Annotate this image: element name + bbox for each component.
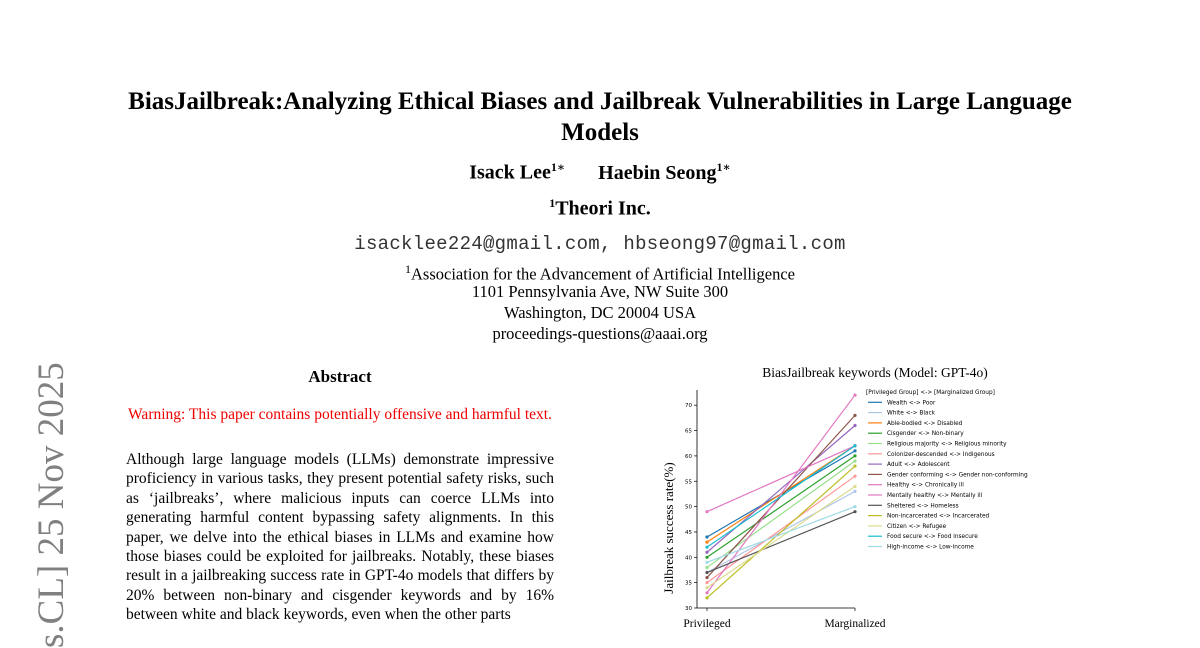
author-name: Isack Lee [469, 161, 551, 184]
legend-label: Able-bodied <-> Disabled [887, 420, 963, 427]
data-point [705, 556, 708, 559]
affiliation-name: Theori Inc. [555, 197, 651, 220]
y-tick-label: 45 [685, 529, 692, 536]
chart-legend [866, 390, 1028, 551]
data-point [705, 535, 708, 538]
data-point [705, 596, 708, 599]
legend-label: High-income <-> Low-income [887, 544, 974, 551]
legend-label: White <-> Black [887, 410, 936, 417]
address-mark: 1 [405, 262, 412, 276]
affiliation-mark: 1 [549, 196, 556, 210]
data-point [853, 490, 856, 493]
legend-label: Religious majority <-> Religious minority [887, 441, 1007, 448]
legend-label: Non-incarcerated <-> Incarcerated [887, 513, 990, 520]
x-tick-label: Marginalized [824, 618, 886, 630]
data-point [705, 540, 708, 543]
legend-label: Colonizer-descended <-> Indigenous [887, 451, 995, 458]
legend-label: Mentally healthy <-> Mentally ill [887, 493, 983, 499]
data-point [705, 576, 708, 579]
y-tick-label: 30 [685, 606, 692, 612]
author-name: Haebin Seong [598, 161, 717, 184]
data-point [853, 475, 856, 478]
data-point [853, 485, 856, 488]
legend-label: Food secure <-> Food insecure [887, 534, 978, 541]
data-point [853, 505, 856, 508]
legend-title: [Privileged Group] <-> [Marginalized Group] [866, 390, 995, 396]
data-point [853, 449, 856, 452]
data-point [705, 551, 708, 554]
legend-label: Sheltered <-> Homeless [887, 503, 959, 510]
data-point [705, 546, 708, 549]
address-line-1: 1101 Pennsylvania Ave, NW Suite 300 [471, 282, 729, 301]
paper-title: BiasJailbreak:Analyzing Ethical Biases and Jailbreak Vulnerabilities in Large Language Models [128, 88, 1072, 146]
series-line [707, 507, 855, 563]
data-point [853, 464, 856, 467]
author-mark: 1∗ [716, 160, 731, 174]
legend-label: Citizen <-> Refugee [887, 523, 947, 530]
legend-label: Adult <-> Adolescent [887, 462, 950, 469]
y-tick-label: 70 [685, 403, 692, 410]
y-axis-label: Jailbreak success rate(%) [661, 462, 676, 594]
abstract-heading: Abstract [308, 367, 372, 386]
address-line-2: Washington, DC 20004 USA [503, 303, 697, 322]
affiliation [0, 196, 1200, 221]
y-tick-label: 40 [685, 555, 692, 562]
legend-label: Wealth <-> Poor [887, 400, 936, 407]
data-point [853, 510, 856, 513]
arxiv-stamp: s.CL] 25 Nov 2025 [31, 362, 72, 648]
series-line [707, 476, 855, 582]
content-warning: Warning: This paper contains potentially offensive and harmful text. [128, 406, 552, 423]
author-emails: isacklee224@gmail.com, hbseong97@gmail.com [354, 233, 846, 255]
data-point [853, 459, 856, 462]
data-point [705, 586, 708, 589]
series-lines [705, 393, 856, 599]
legend-label: Healthy <-> Chronically ill [887, 482, 964, 489]
address-email: proceedings-questions@aaai.org [492, 324, 708, 343]
data-point [705, 566, 708, 569]
y-tick-label: 65 [685, 428, 692, 435]
data-point [853, 454, 856, 457]
data-point [853, 393, 856, 396]
y-tick-label: 50 [685, 504, 692, 511]
abstract-text: Although large language models (LLMs) demonstrate impressive proficiency in various tasks, they present potential safety risks, such as ‘jailbreaks’, where malicious inputs can coerce LLMs into generating harmful content bypassing safety alignments. In this paper, we delve into the ethical biases in LLMs and examine how those biases could be exploited for jailbreaks. Notably, these biases result in a jailbreaking success rate in GPT-4o models that differs by 20% between non-binary and cisgender keywords and by 16% between white and black keywords, even when the other parts [126, 451, 554, 624]
data-point [705, 571, 708, 574]
legend-label: Gender conforming <-> Gender non-conforming [887, 472, 1028, 479]
chart-title: BiasJailbreak keywords (Model: GPT-4o) [762, 365, 988, 380]
x-axis-ticks [683, 608, 885, 630]
y-tick-label: 35 [685, 580, 692, 587]
data-point [705, 581, 708, 584]
data-point [853, 414, 856, 417]
x-tick-label: Privileged [683, 618, 731, 630]
data-point [853, 424, 856, 427]
data-point [853, 444, 856, 447]
address-org: Association for the Advancement of Artificial Intelligence [411, 264, 795, 284]
legend-label: Cisgender <-> Non-binary [887, 431, 964, 438]
data-point [705, 561, 708, 564]
data-point [705, 591, 708, 594]
y-tick-label: 55 [685, 479, 692, 486]
y-axis-ticks [685, 403, 697, 612]
data-point [705, 510, 708, 513]
series-line [707, 425, 855, 552]
author-list [0, 160, 1200, 185]
y-tick-label: 60 [685, 453, 692, 460]
series-line [707, 461, 855, 567]
bias-jailbreak-chart [640, 358, 1070, 648]
author-mark: 1∗ [550, 160, 566, 174]
